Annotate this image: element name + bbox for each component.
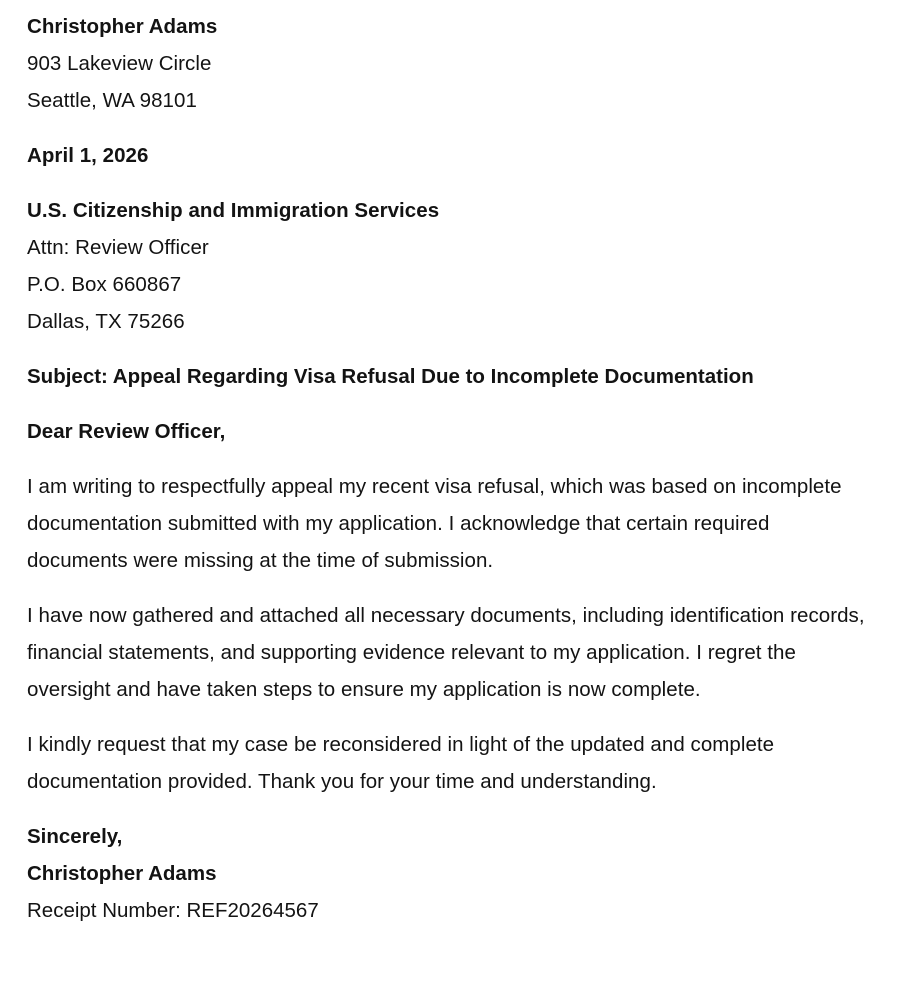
sender-street: 903 Lakeview Circle [27,52,212,75]
recipient-attention: Attn: Review Officer [27,236,209,259]
valediction: Sincerely, [27,825,123,848]
body-paragraph-2: I have now gathered and attached all necessary documents, including identification records, financial statements, and supporting evidence relevant to my application. I regret the oversight and have taken steps to ensure my application is now complete. [27,604,865,701]
sender-address-block [27,8,867,119]
sender-name: Christopher Adams [27,15,218,38]
recipient-city-state-zip: Dallas, TX 75266 [27,310,185,333]
body-paragraph-1: I am writing to respectfully appeal my recent visa refusal, which was based on incomplete documentation submitted with my application. I acknowledge that certain required documents were missing at the time of submission. [27,475,842,572]
closing-block [27,818,867,929]
body-paragraph-3: I kindly request that my case be reconsidered in light of the updated and complete documentation provided. Thank you for your time and understanding. [27,733,775,793]
signature-name: Christopher Adams [27,862,217,885]
letter-date-block [27,137,867,174]
salutation: Dear Review Officer, [27,420,226,443]
recipient-organization: U.S. Citizenship and Immigration Services [27,199,440,222]
sender-city-state-zip: Seattle, WA 98101 [27,89,197,112]
receipt-number: Receipt Number: REF20264567 [27,899,319,922]
subject-line: Subject: Appeal Regarding Visa Refusal Due to Incomplete Documentation [27,365,754,388]
recipient-address-block [27,192,867,340]
recipient-po-box: P.O. Box 660867 [27,273,182,296]
letter-date: April 1, 2026 [27,144,149,167]
